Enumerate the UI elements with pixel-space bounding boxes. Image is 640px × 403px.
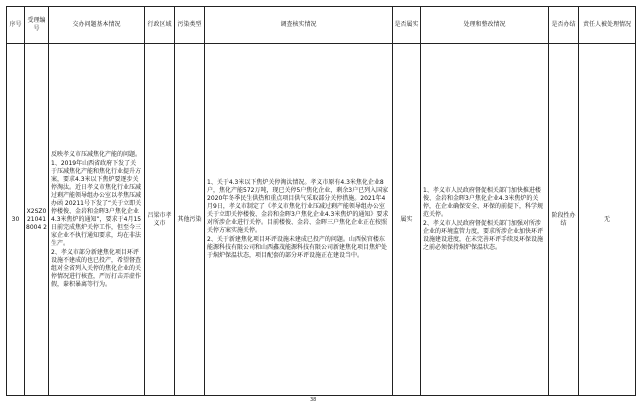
cell-closed: [549, 44, 579, 396]
cell-accountability: [579, 44, 636, 396]
header-pollution-type: 污染类型: [175, 7, 205, 44]
header-handling: 处理和整改情况: [421, 7, 549, 44]
cell-code: [25, 44, 49, 396]
closed-value: 阶段性办结: [551, 211, 576, 227]
cell-seq: [7, 44, 25, 396]
accountability-value: 无: [603, 215, 610, 223]
header-accountability: 责任人被处理情况: [579, 7, 636, 44]
header-seq: 序号: [7, 7, 25, 44]
problem-text-1: 1、2019年山西省政府下发了关于压减焦化产能和焦化行业提升方案，要求4.3米以下焦炉要逐步关停淘汰。近日孝义市焦化行业压减过剩产能领导组办公室以孝焦压减办函 20211号下发了“关于立即关停楼俊、金岩和金晖3户焦化企业4.3米焦炉的通知”，要求于4月15日前完成焦炉关停工作，但至今三家企业不执行通知要求，均在非法生产。: [51, 159, 142, 247]
verified-value: 属实: [400, 215, 413, 223]
header-verified: 是否属实: [393, 7, 421, 44]
complaint-table: [6, 6, 636, 396]
problem-text-2: 2、孝义市部分新建焦化项目环评设施不建成的也已投产，希望督查组对全省列入关停的焦化企业的关停情况进行核查，严厉打击弄虚作假，豢积暴离等行为。: [51, 248, 142, 288]
seq-value: 30: [11, 215, 20, 223]
cell-problem: [49, 44, 145, 396]
cell-investigation: [205, 44, 393, 396]
header-investigation: 调查核实情况: [205, 7, 393, 44]
cell-handling: [421, 44, 549, 396]
handling-text-1: 1、孝义市人民政府督促相关部门加快推进楼俊、金岩和金晖3户焦化企业4.3米焦炉的关停，在企业确保安全、环保的前提下，科学规范关停。: [423, 187, 544, 218]
investigation-text-2: 2、关于新建焦化项目环评设施未建成已投产的问题。山西侯官楼东能源科技有限公司和山西鑫茂能源科技有限公司新建焦化项目焦炉处于焖炉保温状态，项目配套的部分环评设施正在建设当中。: [207, 236, 388, 259]
handling-text-2: 2、孝义市人民政府督促相关部门加强对所涉企业的环境监管力度，要求所涉企业加快环评设施建设进度，在未完善环评手续及环保设施之前必须保持焖炉保温状态。: [423, 220, 544, 251]
cell-pollution-type: [175, 44, 205, 396]
pollution-type-value: 其他污染: [177, 215, 202, 223]
header-closed: 是否办结: [549, 7, 579, 44]
cell-region: [145, 44, 175, 396]
header-region: 行政区域: [145, 7, 175, 44]
header-problem: 交办问题基本情况: [49, 7, 145, 44]
header-code: 受理编号: [25, 7, 49, 44]
table-row: [7, 44, 636, 396]
region-value: 吕梁市孝义市: [147, 211, 172, 227]
header-row: [7, 7, 636, 44]
code-value: X2SZ0210418004 2: [26, 207, 47, 231]
page-number: 38: [310, 397, 317, 403]
investigation-text-1: 1、关于4.3米以下焦炉关停淘汰情况。孝义市原有4.3米焦化企业8户，焦化产能572万吨，现已关停5户焦化企业，剩余3户已列入国家2020年冬季民生供热和重点项目供气采取部分关停措施。2021年4月9日，孝义市制定了《孝义市焦化行业压减过剩产能领导组办公室关于立即关停楼俊、金岩和金晖3户焦化企业4.3米焦炉的通知》要求对所涉企业进行关停。目前楼俊、金岩、金晖三户焦化企业正在按照关停方案实施关停。: [207, 179, 389, 234]
cell-verified: [393, 44, 421, 396]
problem-text-intro: 反映孝义市压减焦化产能的问题。: [51, 150, 142, 158]
